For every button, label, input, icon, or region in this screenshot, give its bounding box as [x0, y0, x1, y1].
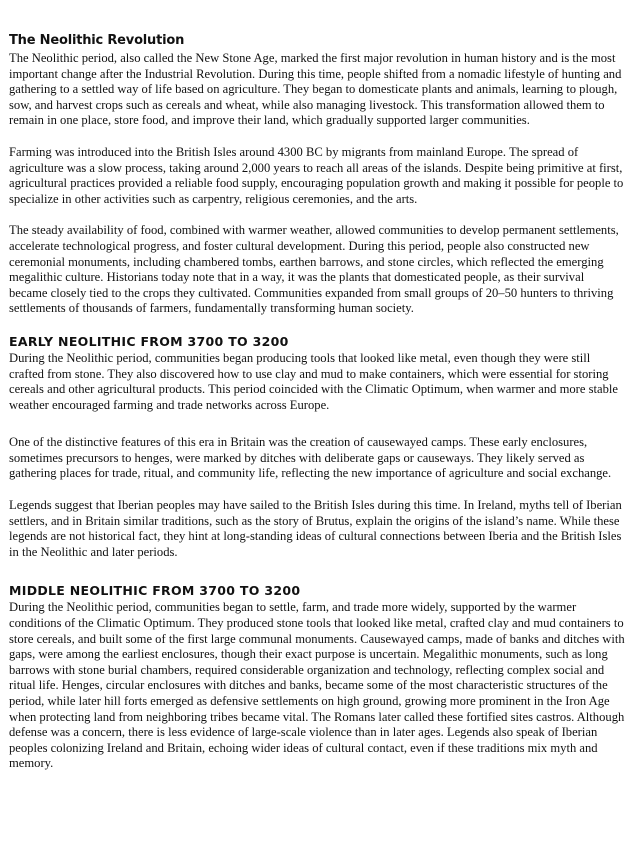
paragraph-spacer — [9, 482, 625, 498]
intro-paragraph: The Neolithic period, also called the New Stone Age, marked the first major revolution in human history and is the most important change after the Industrial Revolution. During this time, people shifted from a nomadic lifestyle of hunting and gathering to a settled way of life based on agriculture. They began to domesticate plants and animals, learning to plough, sow, and harvest crops such as cereals and wheat, while also managing livestock. This transformation allowed them to remain in one place, store food, and improve their land, which gradually supported larger communities. — [9, 51, 622, 128]
intro-paragraph: Farming was introduced into the British Isles around 4300 BC by migrants from mainland Europe. The spread of agriculture was a slow process, taking around 2,000 years to reach all areas of the islands. Despite being primitive at first, agricultural practices provided a reliable food supply, encouraging population growth and making it possible for people to specialize in other activities such as carpentry, religious ceremonies, and the arts. — [9, 144, 624, 206]
paragraph-spacer — [9, 129, 625, 145]
section-paragraph: During the Neolithic period, communities began to settle, farm, and trade more widely, supported by the warmer conditions of the Climatic Optimum. They produced stone tools that looked like metal, crafted clay and mud containers to store cereals, and built some of the first large communal monuments. Causewayed camps, made of banks and ditches with gaps, were among the earliest enclosures, though their exact purpose is uncertain. Megalithic monuments, such as long barrows with stone burial chambers, required considerable organization and technology, reflecting complex social and ritual life. Henges, circular enclosures with ditches and banks, became some of the most characteristic structures of the period, while later hill forts emerged as defensive settlements on high ground, growing more prominent in the Iron Age when protecting land from neighboring tribes became vital. The Romans later called these fortified sites castros. Although defense was a concern, there is less evidence of large-scale violence than in later ages. Legends also speak of Iberian peoples colonizing Ireland and Britain, echoing wider ideas of cultural contact, even if these traditions mix myth and memory. — [9, 600, 625, 771]
document-page — [9, 32, 625, 772]
section-spacer — [9, 317, 625, 333]
paragraph-spacer — [9, 413, 625, 435]
intro-paragraph: The steady availability of food, combined with warmer weather, allowed communities to develop permanent settlements, accelerate technological progress, and foster cultural development. During this period, people also constructed new ceremonial monuments, including chambered tombs, earthen barrows, and stone circles, which reflected the emerging megalithic culture. Historians today note that in a way, it was the plants that domesticated people, as their survival became closely tied to the crops they cultivated. Communities expanded from small groups of 20–50 hunters to thriving settlements of thousands of farmers, fundamentally transforming human society. — [9, 223, 619, 316]
section-paragraph: Legends suggest that Iberian peoples may have sailed to the British Isles during this time. In Ireland, myths tell of Iberian settlers, and in Britain similar traditions, such as the story of Brutus, explain the origins of the island’s name. While these legends are not historical fact, they hint at long-standing ideas of cultural connections between Iberia and the British Isles in the Neolithic and later periods. — [9, 498, 622, 559]
section-paragraph: One of the distinctive features of this era in Britain was the creation of causewayed camps. These early enclosures, sometimes precursors to henges, were marked by ditches with deliberate gaps or causeways. They likely served as gathering places for trade, ritual, and community life, reflecting the new importance of agriculture and social exchange. — [9, 435, 612, 481]
paragraph-spacer — [9, 207, 625, 223]
document-title: The Neolithic Revolution — [9, 33, 185, 48]
section-heading-middle-neolithic: MIDDLE NEOLITHIC FROM 3700 TO 3200 — [9, 583, 301, 599]
section-paragraph: During the Neolithic period, communities began producing tools that looked like metal, even though they were still crafted from stone. They also discovered how to use clay and mud to make containers, which were essential for storing cereals and other agricultural products. This period coincided with the Climatic Optimum, when warmer and more stable weather encouraged farming and trade networks across Europe. — [9, 350, 618, 412]
section-spacer — [9, 560, 625, 582]
section-heading-early-neolithic: EARLY NEOLITHIC FROM 3700 TO 3200 — [9, 333, 289, 349]
